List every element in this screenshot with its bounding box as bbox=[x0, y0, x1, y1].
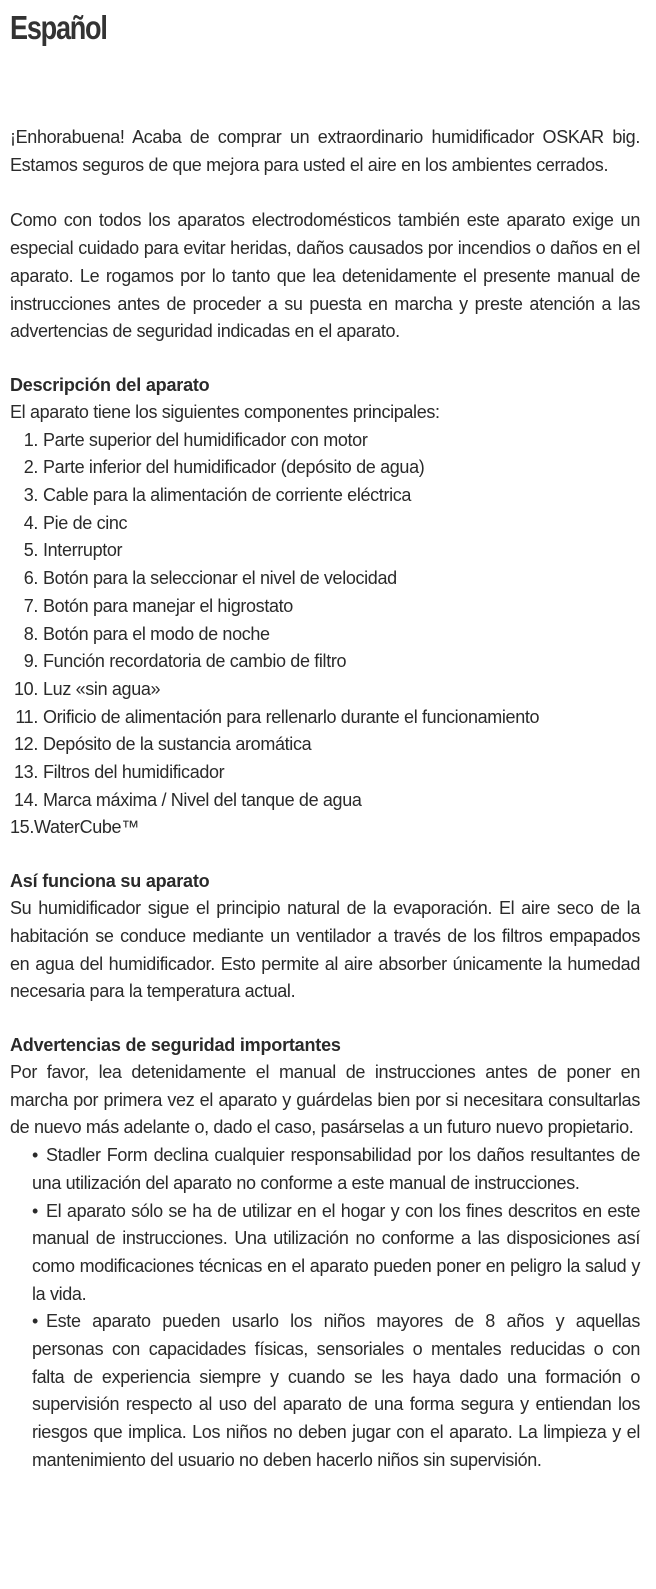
bullet-symbol: • bbox=[32, 1311, 38, 1332]
list-item bbox=[32, 1142, 640, 1197]
list-item bbox=[10, 814, 640, 842]
list-item bbox=[10, 621, 640, 649]
bullet-text: El aparato sólo se ha de utilizar en el hogar y con los fines descritos en este manual de instrucciones. Una utilización no conforme a las disposiciones así como modificaciones técnicas en el aparato pueden poner en peligro la salud y la vida. bbox=[32, 1200, 640, 1304]
item-number: 8. bbox=[23, 623, 38, 644]
item-number: 4. bbox=[23, 512, 38, 533]
item-text: Función recordatoria de cambio de filtro bbox=[43, 651, 347, 672]
how-it-works-text: Su humidificador sigue el principio natural de la evaporación. El aire seco de la habitación se conduce mediante un ventilador a través de los filtros empapados en agua del humidificador. Esto permite al aire absorber únicamente la humedad necesaria para la temperatura actual. bbox=[10, 898, 640, 1002]
item-number: 2. bbox=[23, 457, 38, 478]
item-text: Botón para manejar el higrostato bbox=[43, 595, 293, 616]
item-number: 7. bbox=[23, 595, 38, 616]
list-item bbox=[10, 731, 640, 759]
description-lead: El aparato tiene los siguientes componentes principales: bbox=[10, 401, 440, 422]
list-item bbox=[10, 787, 640, 815]
list-item bbox=[10, 648, 640, 676]
intro-paragraph-2: Como con todos los aparatos electrodomésticos también este aparato exige un especial cuidado para evitar heridas, daños causados por incendios o daños en el aparato. Le rogamos por lo tanto que lea detenidamente el presente manual de instrucciones antes de proceder a su puesta en marcha y preste atención a las advertencias de seguridad indicadas en el aparato. bbox=[10, 210, 640, 342]
safety-bullets bbox=[10, 1142, 640, 1474]
safety-heading: Advertencias de seguridad importantes bbox=[10, 1034, 341, 1055]
item-text: Parte inferior del humidificador (depósito de agua) bbox=[43, 457, 425, 478]
item-number: 14. bbox=[14, 789, 38, 810]
how-it-works-heading: Así funciona su aparato bbox=[10, 871, 210, 892]
intro-paragraph-1: ¡Enhorabuena! Acaba de comprar un extraordinario humidificador OSKAR big. Estamos seguros de que mejora para usted el aire en los ambientes cerrados. bbox=[10, 127, 640, 175]
bullet-text: Este aparato pueden usarlo los niños mayores de 8 años y aquellas personas con capacidades físicas, sensoriales o mentales reducidas o con falta de experiencia siempre y cuando se les haya dado una formación o supervisión respecto al uso del aparato de una forma segura y entiendan los riesgos que implica. Los niños no deben jugar con el aparato. La limpieza y el mantenimiento del usuario no deben hacerlo niños sin supervisión. bbox=[32, 1311, 640, 1470]
list-item bbox=[32, 1308, 640, 1474]
list-item bbox=[10, 676, 640, 704]
item-text: Pie de cinc bbox=[43, 512, 128, 533]
description-section bbox=[10, 372, 640, 842]
list-item bbox=[10, 537, 640, 565]
item-number: 1. bbox=[23, 429, 38, 450]
item-number: 9. bbox=[23, 651, 38, 672]
item-number: 15. bbox=[10, 817, 34, 838]
item-text: WaterCube™ bbox=[33, 817, 139, 838]
item-text: Parte superior del humidificador con motor bbox=[43, 429, 368, 450]
item-text: Cable para la alimentación de corriente eléctrica bbox=[43, 485, 412, 506]
bullet-symbol: • bbox=[32, 1200, 38, 1221]
list-item bbox=[10, 427, 640, 455]
item-text: Depósito de la sustancia aromática bbox=[43, 734, 312, 755]
list-item bbox=[10, 565, 640, 593]
item-number: 5. bbox=[23, 540, 38, 561]
list-item bbox=[10, 510, 640, 538]
list-item bbox=[10, 482, 640, 510]
item-text: Marca máxima / Nivel del tanque de agua bbox=[43, 789, 362, 810]
item-text: Botón para el modo de noche bbox=[43, 623, 270, 644]
item-text: Luz «sin agua» bbox=[43, 678, 161, 699]
safety-section bbox=[10, 1032, 640, 1475]
list-item bbox=[10, 593, 640, 621]
page-title: Español bbox=[10, 9, 107, 46]
components-list bbox=[10, 427, 640, 843]
item-text: Orificio de alimentación para rellenarlo durante el funcionamiento bbox=[43, 706, 540, 727]
list-item bbox=[10, 704, 640, 732]
item-text: Filtros del humidificador bbox=[43, 762, 225, 783]
item-text: Botón para la seleccionar el nivel de velocidad bbox=[43, 568, 397, 589]
item-number: 12. bbox=[14, 734, 38, 755]
item-text: Interruptor bbox=[43, 540, 123, 561]
safety-lead: Por favor, lea detenidamente el manual de instrucciones antes de poner en marcha por primera vez el aparato y guárdelas bien por si necesitara consultarlas de nuevo más adelante o, dado el caso, pasárselas a un futuro nuevo propietario. bbox=[10, 1061, 640, 1138]
item-number: 6. bbox=[23, 568, 38, 589]
list-item bbox=[10, 759, 640, 787]
item-number: 13. bbox=[14, 762, 38, 783]
item-number: 3. bbox=[23, 485, 38, 506]
how-it-works-section bbox=[10, 868, 640, 1006]
list-item bbox=[32, 1198, 640, 1309]
item-number: 11. bbox=[15, 706, 38, 727]
bullet-text: Stadler Form declina cualquier responsabilidad por los daños resultantes de una utilización del aparato no conforme a este manual de instrucciones. bbox=[32, 1145, 640, 1193]
item-number: 10. bbox=[14, 678, 38, 699]
manual-body bbox=[10, 124, 640, 1475]
bullet-symbol: • bbox=[32, 1145, 38, 1166]
list-item bbox=[10, 454, 640, 482]
description-heading: Descripción del aparato bbox=[10, 374, 210, 395]
